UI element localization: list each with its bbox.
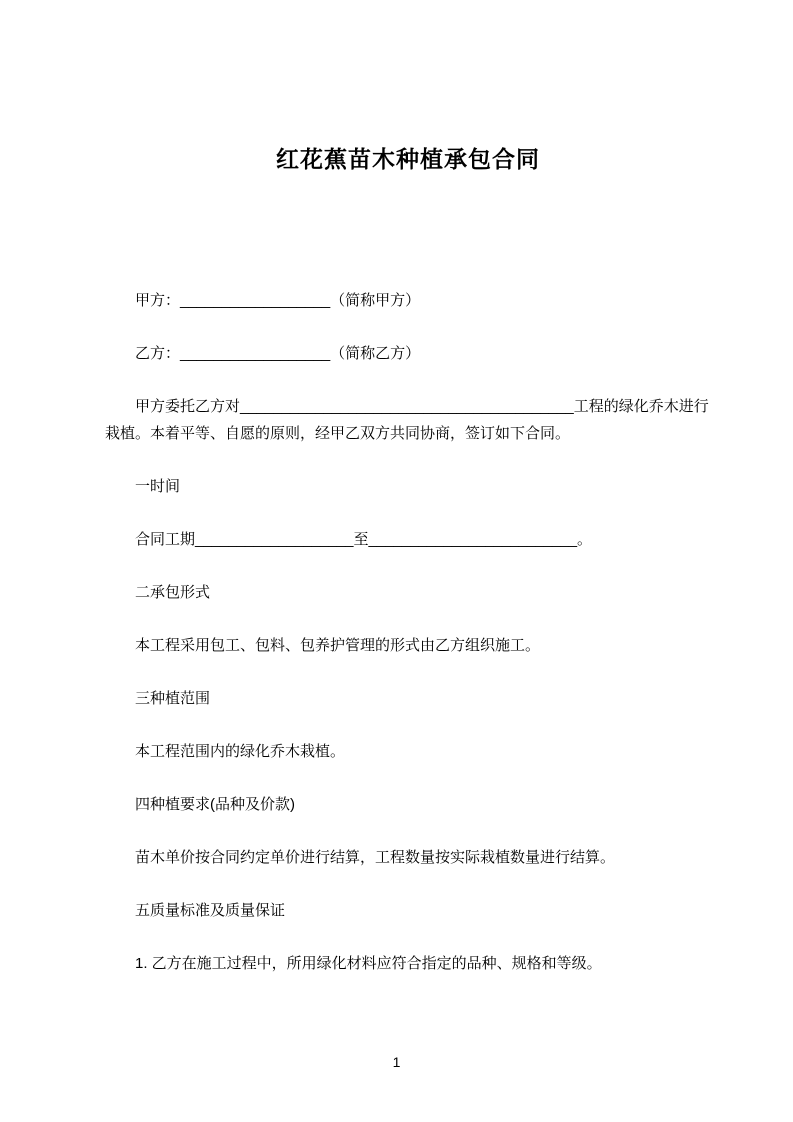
paragraph-quality-item-1: 1. 乙方在施工过程中，所用绿化材料应符合指定的品种、规格和等级。 bbox=[135, 955, 602, 972]
paragraph-contract-form: 本工程采用包工、包料、包养护管理的形式由乙方组织施工。 bbox=[135, 637, 541, 654]
heading-section-3-planting-scope: 三种植范围 bbox=[135, 690, 211, 707]
heading-section-5-quality-standards: 五质量标准及质量保证 bbox=[135, 902, 286, 919]
paragraph-planting-scope: 本工程范围内的绿化乔木栽植。 bbox=[135, 743, 346, 760]
paragraph-pricing: 苗木单价按合同约定单价进行结算，工程数量按实际栽植数量进行结算。 bbox=[135, 849, 616, 866]
paragraph-preamble: 甲方委托乙方对________________________________________工程的绿化乔木进行栽植。本着平等、自愿的原则，经甲乙双方共同协商，签订如下合同。 bbox=[105, 398, 709, 442]
document-title: 红花蕉苗木种植承包合同 bbox=[276, 146, 540, 172]
paragraph-party-b: 乙方：__________________（简称乙方） bbox=[135, 345, 421, 362]
paragraph-contract-duration: 合同工期___________________至_________________________。 bbox=[135, 531, 593, 548]
heading-section-4-planting-requirements: 四种植要求(品种及价款) bbox=[135, 796, 295, 813]
heading-section-1-time: 一时间 bbox=[135, 478, 181, 495]
heading-section-2-contract-form: 二承包形式 bbox=[135, 584, 211, 601]
page-number: 1 bbox=[392, 1054, 401, 1070]
paragraph-party-a: 甲方：__________________（简称甲方） bbox=[135, 292, 421, 309]
